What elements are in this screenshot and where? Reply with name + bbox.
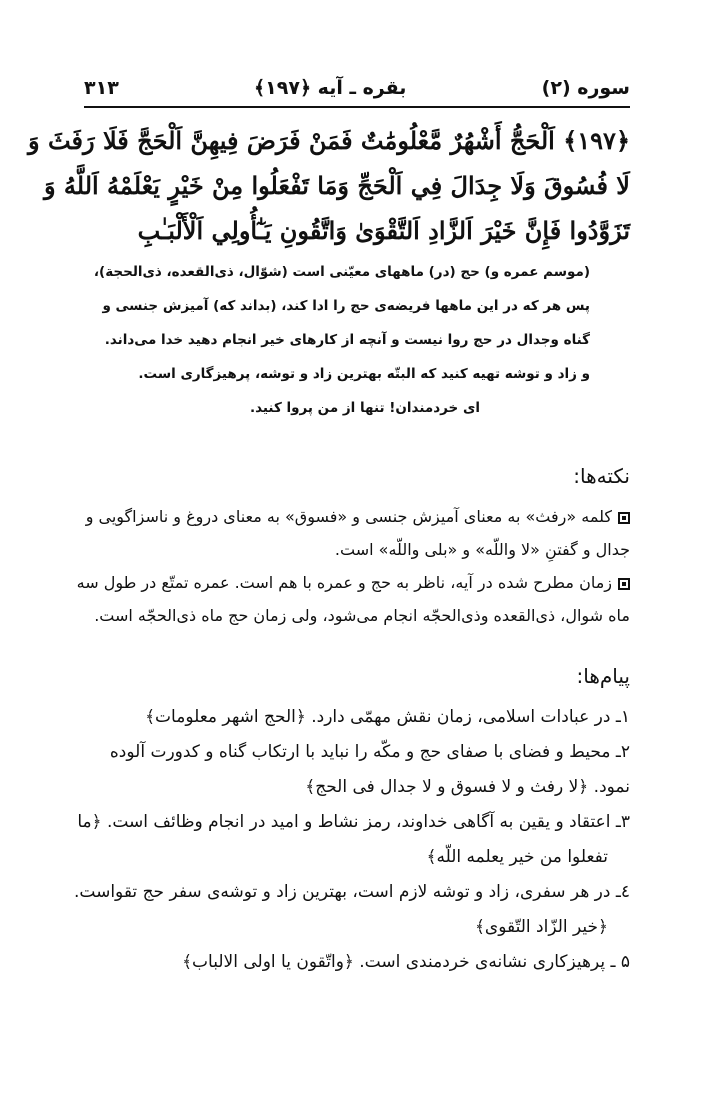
- note-item: [76, 566, 630, 599]
- verse-line: ﴿۱۹۷﴾ اَلْحَجُّ أَشْهُرٌ مَّعْلُومَٰتٌ فَمَنْ فَرَضَ فِيهِنَّ اَلْحَجَّ فَلَا رَفَثَ وَ: [28, 126, 630, 155]
- message-item: ۳ـ اعتقاد و یقین به آگاهی خداوند، رمز نشاط و امید در انجام وظائف است. ﴿ما: [77, 812, 630, 832]
- header-divider: [84, 106, 630, 108]
- running-header: [84, 74, 630, 102]
- note-item: [84, 500, 630, 533]
- verse-reference: بقره ـ آیه ﴿۱۹۷﴾: [254, 77, 407, 99]
- note-item-continued: ماه شوال، ذی‌القعده وذی‌الحجّه انجام می‌شود، ولی زمان حج ماه ذی‌الحجّه است.: [94, 606, 630, 625]
- verse-line: لَا فُسُوقَ وَلَا جِدَالَ فِي اَلْحَجِّ وَمَا تَفْعَلُوا مِنْ خَيْرٍ يَعْلَمْهُ اَللَّهُ وَ: [43, 171, 630, 200]
- note-text: کلمه «رفث» به معنای آمیزش جنسی و «فسوق» به معنای دروغ و ناسزاگویی و: [85, 507, 612, 526]
- messages-heading: پیام‌ها:: [576, 664, 630, 688]
- translation-line: ای خردمندان! تنها از من پروا کنید.: [250, 400, 480, 416]
- messages-list: [73, 700, 630, 980]
- note-item-continued: جدال و گفتنِ «لا واللّه» و «بلی واللّه» است.: [334, 540, 630, 559]
- page-number: ۳۱۳: [84, 77, 119, 99]
- message-item: ٤ـ در هر سفری، زاد و توشه لازم است، بهترین زاد و توشه‌ی سفر حج تقواست.: [73, 882, 630, 902]
- message-item: ۱ـ در عبادات اسلامی، زمان نقش مهمّی دارد. ﴿الحج اشهر معلومات﴾: [145, 707, 630, 727]
- message-item-continued: تفعلوا من خیر یعلمه اللّه﴾: [426, 847, 608, 867]
- notes-list: [76, 500, 630, 632]
- message-item: ۲ـ محیط و فضای با صفای حج و مکّه را نباید با ارتکاب گناه و کدورت آلوده: [109, 742, 630, 762]
- square-bullet-icon: [618, 512, 630, 524]
- note-text: زمان مطرح شده در آیه، ناظر به حج و عمره با هم است. عمره تمتّع در طول سه: [76, 573, 612, 592]
- message-item-continued: نمود. ﴿لا رفث و لا فسوق و لا جدال فی الحج﴾: [305, 777, 630, 797]
- surah-label: سوره (۲): [541, 77, 630, 99]
- message-item-continued: ﴿خیر الزّاد التّقوی﴾: [474, 917, 608, 937]
- square-bullet-icon: [618, 578, 630, 590]
- translation-line: پس هر که در این ماهها فریضه‌ی حج را ادا کند، (بداند که) آمیزش جنسی و: [102, 298, 590, 314]
- message-item: ۵ ـ پرهیزکاری نشانه‌ی خردمندی است. ﴿واتّقون یا اولی الالباب﴾: [182, 952, 630, 972]
- notes-heading: نکته‌ها:: [573, 464, 630, 488]
- translation-line: گناه وجدال در حج روا نیست و آنچه از کارهای خیر انجام دهید خدا می‌داند.: [104, 332, 590, 348]
- translation-line: و زاد و توشه تهیه کنید که البتّه بهترین زاد و توشه، پرهیزگاری است.: [138, 366, 590, 382]
- verse-line: تَزَوَّدُوا فَإِنَّ خَيْرَ اَلزَّادِ اَلتَّقْوَىٰ وَاتَّقُونِ يَـٰٓأُولِي اَلْأَلْبَـٰبِ: [137, 216, 630, 245]
- quran-verse: [28, 118, 630, 253]
- verse-translation: [93, 255, 590, 425]
- translation-line: (موسم عمره و) حج (در) ماههای معیّنی است (شوّال، ذی‌القعده، ذی‌الحجة)،: [93, 264, 590, 280]
